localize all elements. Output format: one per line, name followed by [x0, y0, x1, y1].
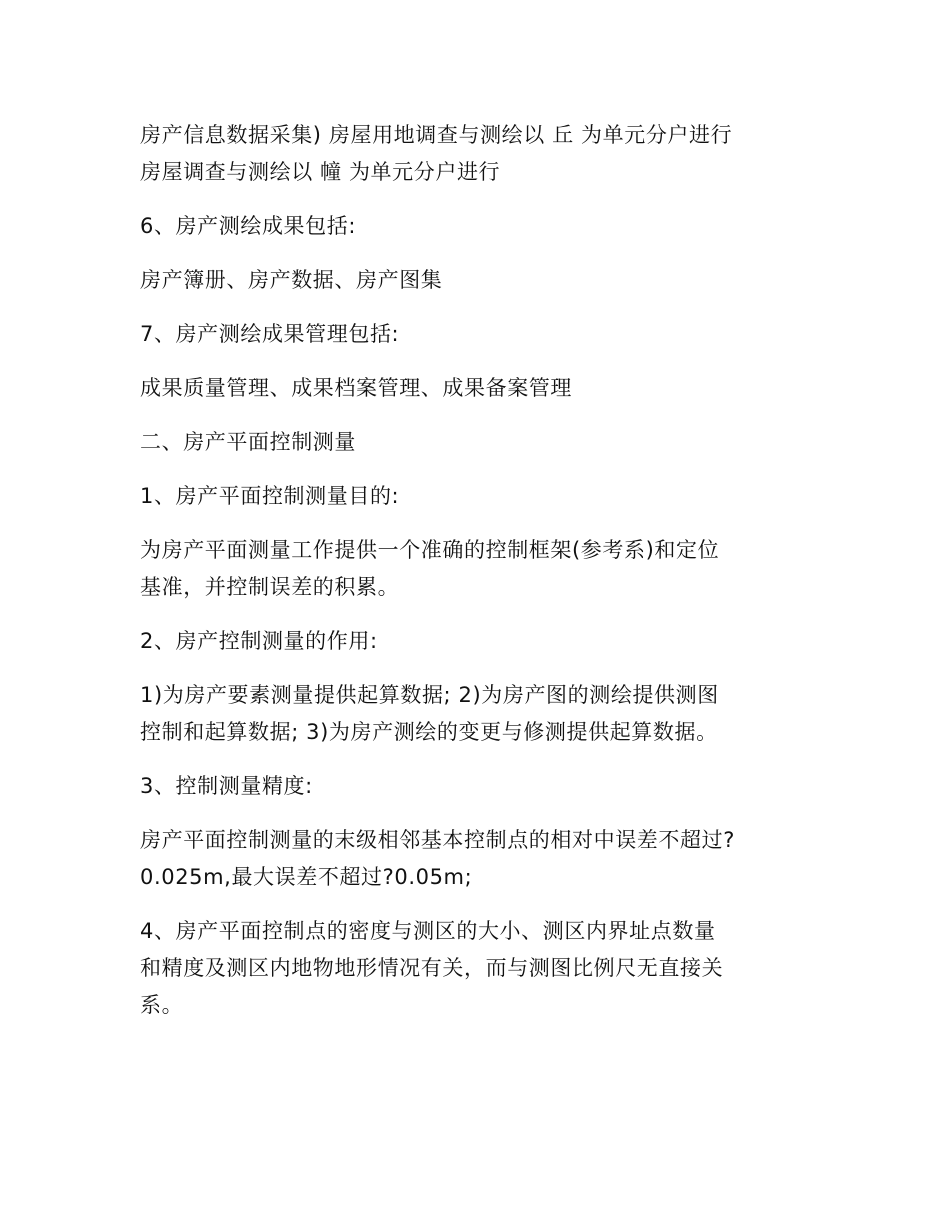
text-line: 7、房产测绘成果管理包括:: [140, 322, 400, 346]
paragraph-results-list: [140, 262, 830, 299]
heading-control-purpose: [140, 478, 830, 515]
text-line: 房产平面控制测量的末级相邻基本控制点的相对中误差不超过?: [140, 828, 735, 852]
paragraph-control-purpose: [140, 532, 830, 606]
text-line: 和精度及测区内地物地形情况有关，而与测图比例尺无直接关: [140, 956, 724, 980]
text-line: 成果质量管理、成果档案管理、成果备案管理: [140, 376, 572, 400]
text-line: 控制和起算数据; 3)为房产测绘的变更与修测提供起算数据。: [140, 720, 718, 744]
text-line: 4、房产平面控制点的密度与测区的大小、测区内界址点数量: [140, 919, 716, 943]
text-line: 为房产平面测量工作提供一个准确的控制框架(参考系)和定位: [140, 538, 720, 562]
heading-control-role: [140, 623, 830, 660]
heading-results-management: [140, 316, 830, 353]
text-line: 二、房产平面控制测量: [140, 430, 356, 454]
text-line: 0.025m,最大误差不超过?0.05m;: [140, 865, 473, 889]
paragraph-control-density: [140, 913, 830, 1024]
paragraph-survey-units: [140, 117, 830, 191]
section-heading-control-survey: [140, 424, 830, 461]
text-line: 房产簿册、房产数据、房产图集: [140, 268, 443, 292]
text-line: 6、房产测绘成果包括:: [140, 214, 357, 238]
text-line: 系。: [140, 993, 184, 1017]
text-line: 1)为房产要素测量提供起算数据; 2)为房产图的测绘提供测图: [140, 683, 719, 707]
paragraph-management-list: [140, 370, 830, 407]
text-line: 2、房产控制测量的作用:: [140, 629, 378, 653]
paragraph-control-precision: [140, 822, 830, 896]
heading-results-include: [140, 208, 830, 245]
heading-control-precision: [140, 768, 830, 805]
text-line: 基准，并控制误差的积累。: [140, 575, 400, 599]
paragraph-control-role: [140, 677, 830, 751]
text-line: 房屋调查与测绘以 幢 为单元分户进行: [140, 160, 501, 184]
text-line: 房产信息数据采集) 房屋用地调查与测绘以 丘 为单元分户进行: [140, 123, 733, 147]
text-line: 3、控制测量精度:: [140, 774, 313, 798]
text-line: 1、房产平面控制测量目的:: [140, 484, 400, 508]
